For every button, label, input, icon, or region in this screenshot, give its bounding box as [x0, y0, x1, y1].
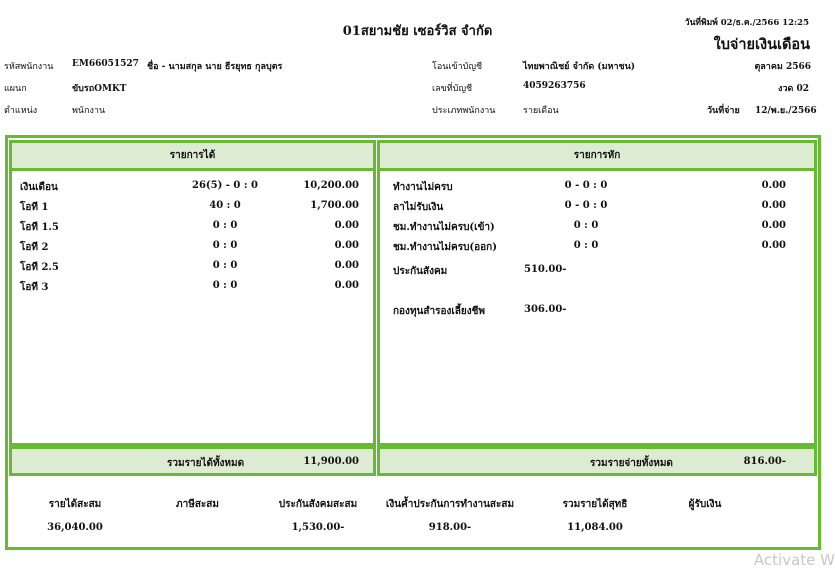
deduction-row-label: ลาไม่รับเงิน: [393, 202, 444, 213]
employee-type-label: ประเภทพนักงาน: [432, 106, 496, 116]
income-row-qty: 26(5) - 0 : 0: [191, 180, 259, 191]
summary-value: 1,530.00-: [291, 522, 345, 533]
position-label: ตำแหน่ง: [4, 106, 38, 116]
income-row-amount: 0.00: [334, 280, 359, 291]
employee-type: รายเดือน: [523, 106, 559, 116]
summary-label: รายได้สะสม: [48, 499, 102, 510]
summary-label: ผู้รับเงิน: [688, 499, 722, 510]
deduction-row-amount: 0.00: [761, 220, 786, 231]
deduction-row-qty: 0 : 0: [573, 220, 599, 231]
income-total: 11,900.00: [303, 456, 359, 467]
deduction-row-amount: 0.00: [761, 200, 786, 211]
deduction-total: 816.00-: [743, 456, 786, 467]
pay-round: งวด 02: [778, 84, 809, 94]
provident-fund-amount: 306.00-: [524, 304, 567, 315]
deduction-row-label: ชม.ทำงานไม่ครบ(ออก): [393, 242, 497, 253]
income-row-qty: 0 : 0: [212, 280, 238, 291]
deduction-title: รายการหัก: [573, 150, 621, 161]
income-row-label: โอที 1: [20, 202, 49, 213]
employee-name: ชื่อ - นามสกุล นาย ธีรยุทธ กุลบุตร: [147, 62, 283, 72]
employee-code: EM66051527: [72, 59, 139, 69]
deduction-total-label: รวมรายจ่ายทั้งหมด: [590, 458, 673, 469]
income-row-amount: 0.00: [334, 260, 359, 271]
income-row-label: โอที 2.5: [20, 262, 59, 273]
summary-value: 36,040.00: [47, 522, 103, 533]
pay-date: 12/พ.ย./2566: [755, 106, 817, 116]
deduction-row-qty: 0 - 0 : 0: [564, 180, 608, 191]
deduction-row-qty: 0 : 0: [573, 240, 599, 251]
income-row-label: โอที 2: [20, 242, 49, 253]
employee-code-label: รหัสพนักงาน: [4, 62, 54, 72]
print-date: วันที่พิมพ์ 02/ธ.ค./2566 12:25: [684, 18, 809, 28]
summary-label: ภาษีสะสม: [176, 499, 219, 510]
document-title: ใบจ่ายเงินเดือน: [713, 36, 810, 53]
account-number: 4059263756: [523, 81, 586, 91]
summary-label: เงินค้ำประกันการทำงานสะสม: [385, 499, 515, 510]
deduction-row-amount: 0.00: [761, 180, 786, 191]
position-value: พนักงาน: [72, 106, 106, 116]
department-value: ขับรถOMKT: [72, 84, 127, 94]
bank-name: ไทยพาณิชย์ จำกัด (มหาชน): [523, 62, 636, 72]
income-row-qty: 40 : 0: [209, 200, 241, 211]
summary-label: ประกันสังคมสะสม: [278, 499, 358, 510]
income-row-qty: 0 : 0: [212, 260, 238, 271]
summary-value: 11,084.00: [567, 522, 623, 533]
activate-windows-watermark: Activate W: [753, 551, 835, 569]
income-row-amount: 10,200.00: [303, 180, 359, 191]
summary-value: 918.00-: [428, 522, 472, 533]
income-row-qty: 0 : 0: [212, 240, 238, 251]
provident-fund-label: กองทุนสำรองเลี้ยงชีพ: [393, 306, 486, 317]
deduction-row-label: ชม.ทำงานไม่ครบ(เข้า): [393, 222, 495, 233]
social-security-label: ประกันสังคม: [393, 266, 448, 277]
income-row-label: เงินเดือน: [20, 182, 58, 193]
department-label: แผนก: [4, 84, 27, 94]
income-row-amount: 0.00: [334, 240, 359, 251]
deduction-row-label: ทำงานไม่ครบ: [393, 182, 453, 193]
income-total-label: รวมรายได้ทั้งหมด: [167, 458, 245, 469]
income-row-amount: 0.00: [334, 220, 359, 231]
summary-label: รวมรายได้สุทธิ: [562, 499, 628, 510]
deduction-row-qty: 0 - 0 : 0: [564, 200, 608, 211]
income-row-label: โอที 3: [20, 282, 49, 293]
income-row-qty: 0 : 0: [212, 220, 238, 231]
pay-date-label: วันที่จ่าย: [707, 106, 740, 116]
social-security-amount: 510.00-: [524, 264, 567, 275]
pay-month: ตุลาคม 2566: [754, 62, 811, 72]
income-row-amount: 1,700.00: [310, 200, 359, 211]
deduction-row-amount: 0.00: [761, 240, 786, 251]
company-name: 01สยามชัย เซอร์วิส จำกัด: [342, 24, 493, 39]
income-row-label: โอที 1.5: [20, 222, 59, 233]
account-label: เลขที่บัญชี: [432, 84, 473, 94]
transfer-label: โอนเข้าบัญชี: [432, 62, 483, 72]
income-title: รายการได้: [169, 150, 216, 161]
